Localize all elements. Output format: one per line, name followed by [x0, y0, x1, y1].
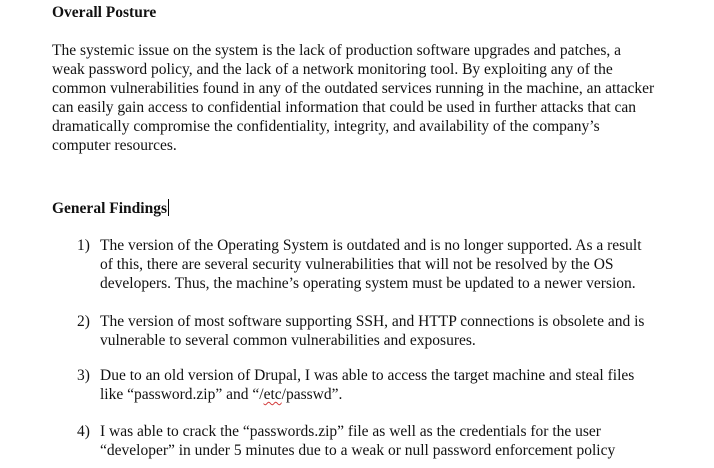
list-item-line — [100, 385, 700, 404]
list-number: 1) — [77, 237, 90, 254]
list-item-text — [100, 366, 700, 404]
list-item-text — [100, 422, 700, 460]
list-number: 3) — [77, 367, 90, 384]
list-item-line: I was able to crack the “passwords.zip” file as well as the credentials for the user — [100, 423, 601, 440]
general-findings-heading-text: General Findings — [52, 200, 167, 217]
list-item-text — [100, 236, 700, 293]
spellcheck-flagged-word[interactable]: etc — [263, 386, 282, 403]
paragraph-line: common vulnerabilities found in any of the outdated services running in the machine, an attacker — [52, 80, 655, 97]
list-number: 2) — [77, 313, 90, 330]
paragraph-line: can easily gain access to confidential information that could be used in further attacks that can — [52, 99, 637, 116]
list-item-line: vulnerable to several common vulnerabilities and exposures. — [100, 332, 476, 349]
paragraph-line: dramatically compromise the confidentiality, integrity, and availability of the company’s — [52, 118, 600, 135]
paragraph-line: The systemic issue on the system is the lack of production software upgrades and patches, a — [52, 42, 622, 59]
line-text: like “password.zip” and “/ — [100, 386, 264, 403]
list-item-line: The version of the Operating System is outdated and is no longer supported. As a result — [100, 237, 642, 254]
list-item-line: of this, there are several security vulnerabilities that will not be resolved by the OS — [100, 256, 614, 273]
list-number: 4) — [77, 423, 90, 440]
paragraph-line: computer resources. — [52, 137, 177, 154]
line-text: /passwd”. — [281, 386, 343, 403]
list-item-line: Due to an old version of Drupal, I was able to access the target machine and steal files — [100, 367, 635, 384]
list-item-line: The version of most software supporting SSH, and HTTP connections is obsolete and is — [100, 313, 645, 330]
paragraph-line: weak password policy, and the lack of a network monitoring tool. By exploiting any of the — [52, 61, 613, 78]
overall-posture-heading: Overall Posture — [52, 4, 157, 21]
list-item-line: “developer” in under 5 minutes due to a weak or null password enforcement policy — [100, 442, 616, 459]
list-item-text — [100, 312, 700, 350]
list-item-line: developers. Thus, the machine’s operating system must be updated to a newer version. — [100, 275, 636, 292]
